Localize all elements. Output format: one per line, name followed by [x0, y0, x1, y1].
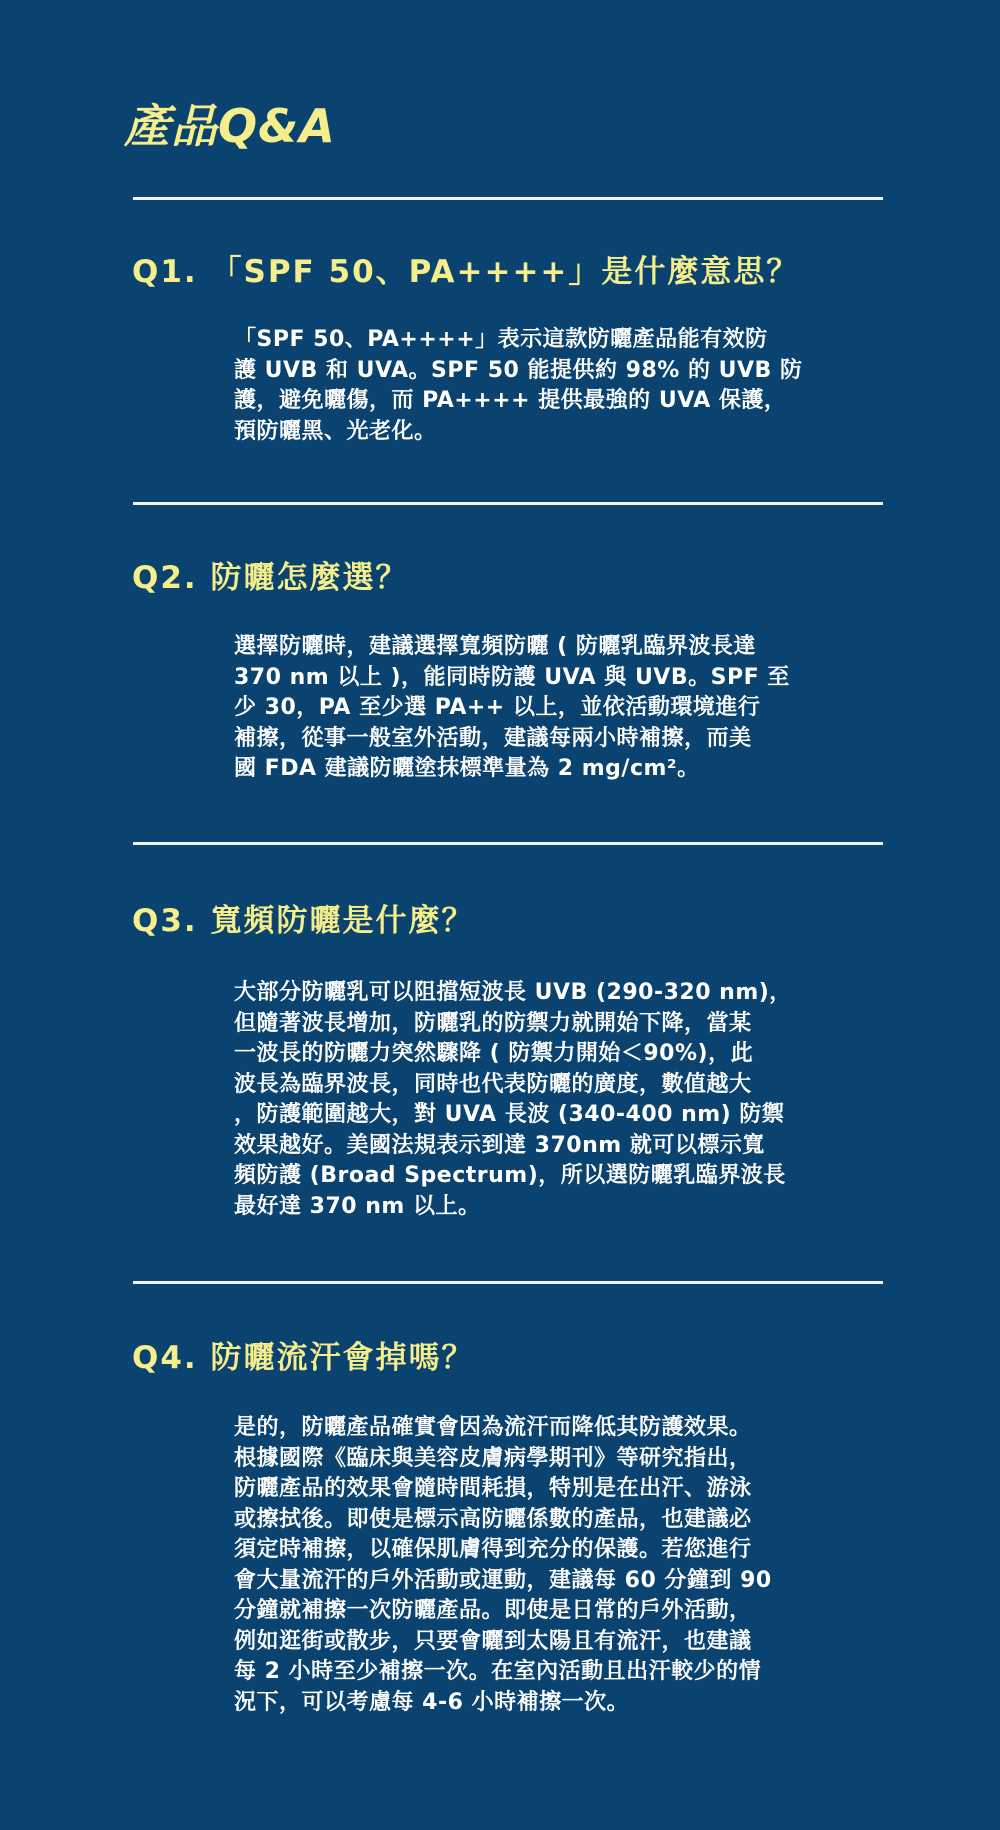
divider	[133, 502, 883, 505]
divider	[133, 842, 883, 845]
question-2: Q2. 防曬怎麼選？	[132, 560, 409, 596]
question-4: Q4. 防曬流汗會掉嗎？	[132, 1340, 475, 1376]
answer-1: 「SPF 50、PA++++」表示這款防曬產品能有效防 護 UVB 和 UVA。SPF 50 能提供約 98% 的 UVB 防 護，避免曬傷，而 PA++++ 提供最強的 UVA 保護， 預防曬黑、光老化。	[234, 327, 803, 444]
divider	[133, 197, 883, 200]
answer-4: 是的，防曬產品確實會因為流汗而降低其防護效果。 根據國際《臨床與美容皮膚病學期刊》等研究指出， 防曬產品的效果會隨時間耗損，特別是在出汗、游泳 或擦拭後。即使是標示高防曬係數的產品，也建議必 須定時補擦，以確保肌膚得到充分的保護。若您進行 會大量流汗的戶外活動或運動，建議每 60 分鐘到 90 分鐘就補擦一次防曬產品。即使是日常的戶外活動， 例如逛街或散步，只要會曬到太陽且有流汗，也建議 每 2 小時至少補擦一次。在室內活動且出汗較少的情 況下，可以考慮每 4-6 小時補擦一次。	[234, 1415, 772, 1715]
question-1: Q1. 「SPF 50、PA++++」是什麼意思？	[132, 254, 800, 290]
page-title: 產品Q&A	[124, 99, 336, 153]
answer-2: 選擇防曬時，建議選擇寬頻防曬 ( 防曬乳臨界波長達 370 nm 以上 )，能同時防護 UVA 與 UVB。SPF 至 少 30，PA 至少選 PA++ 以上，並依活動環境進行 補擦，從事一般室外活動，建議每兩小時補擦，而美 國 FDA 建議防曬塗抹標準量為 2 mg/cm²。	[234, 634, 790, 781]
divider	[133, 1281, 883, 1284]
answer-3: 大部分防曬乳可以阻擋短波長 UVB (290-320 nm)， 但隨著波長增加，防曬乳的防禦力就開始下降，當某 一波長的防曬力突然驟降 ( 防禦力開始＜90%)，此 波長為臨界波長，同時也代表防曬的廣度，數值越大 ，防護範圍越大，對 UVA 長波 (340-400 nm) 防禦 效果越好。美國法規表示到達 370nm 就可以標示寬 頻防護 (Broad Spectrum)，所以選防曬乳臨界波長 最好達 370 nm 以上。	[234, 980, 792, 1219]
question-3: Q3. 寬頻防曬是什麼？	[132, 903, 475, 939]
